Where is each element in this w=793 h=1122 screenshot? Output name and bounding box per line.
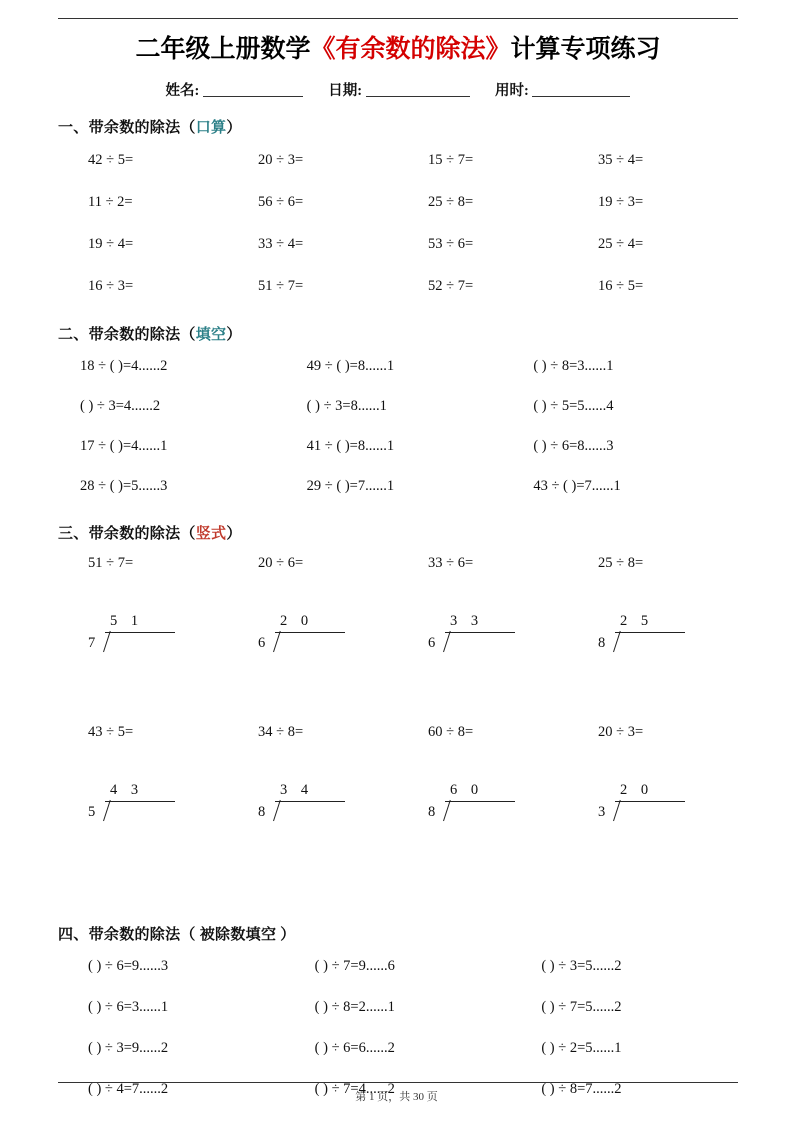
division-bracket-icon xyxy=(273,801,345,821)
section-fill-grid xyxy=(58,346,738,506)
problem-item[interactable]: 52 ÷ 7= xyxy=(428,278,474,294)
divisor-value: 5 xyxy=(88,803,96,820)
problem-item[interactable]: 15 ÷ 7= xyxy=(428,152,474,168)
problem-item[interactable]: 35 ÷ 4= xyxy=(598,152,644,168)
problem-item[interactable]: ( ) ÷ 7=5......2 xyxy=(541,999,622,1015)
problem-item[interactable]: 41 ÷ ( )=8......1 xyxy=(306,438,395,454)
problem-item[interactable]: 17 ÷ ( )=4......1 xyxy=(80,438,168,454)
vertical-row-1 xyxy=(58,545,738,650)
problem-item[interactable]: 25 ÷ 4= xyxy=(598,236,644,252)
problem-item[interactable]: 11 ÷ 2= xyxy=(88,194,133,210)
division-bracket-icon xyxy=(613,632,685,652)
problem-item[interactable]: ( ) ÷ 8=2......1 xyxy=(314,999,395,1015)
problem-item[interactable]: ( ) ÷ 3=9......2 xyxy=(88,1040,169,1056)
problem-item[interactable]: 20 ÷ 3= xyxy=(258,152,304,168)
problem-item[interactable]: 51 ÷ 7= xyxy=(88,555,134,571)
dividend-value: 3 3 xyxy=(450,613,484,629)
vertical-expressions-2 xyxy=(58,714,738,741)
title-part-practice: 计算专项练习 xyxy=(510,36,661,63)
problem-item[interactable]: 56 ÷ 6= xyxy=(258,194,304,210)
problem-item[interactable]: ( ) ÷ 6=3......1 xyxy=(88,999,169,1015)
dividend-value: 6 0 xyxy=(450,782,484,798)
problem-item[interactable]: 43 ÷ ( )=7......1 xyxy=(533,478,621,494)
divisor-value: 3 xyxy=(598,803,606,820)
division-bracket-icon xyxy=(613,801,685,821)
division-bracket-icon xyxy=(103,801,175,821)
section-oral-grid xyxy=(58,139,738,307)
divisor-value: 6 xyxy=(428,634,436,651)
dividend-value: 3 4 xyxy=(280,782,314,798)
dividend-value: 5 1 xyxy=(110,613,144,629)
division-bracket-icon xyxy=(443,632,515,652)
long-division-frame[interactable] xyxy=(568,779,738,819)
problem-item[interactable]: 16 ÷ 5= xyxy=(598,278,644,294)
time-label: 用时: xyxy=(494,83,529,99)
problem-item[interactable]: ( ) ÷ 5=5......4 xyxy=(533,398,614,414)
title-part-grade: 二年级上册数学 xyxy=(135,36,311,63)
problem-item[interactable]: ( ) ÷ 2=5......1 xyxy=(541,1040,622,1056)
long-division-frame[interactable] xyxy=(568,610,738,650)
name-label: 姓名: xyxy=(165,83,200,99)
problem-item[interactable]: ( ) ÷ 4=7......2 xyxy=(88,1081,169,1097)
section-3-tag: 竖式 xyxy=(195,526,227,542)
date-label: 日期: xyxy=(328,83,363,99)
problem-item[interactable]: 28 ÷ ( )=5......3 xyxy=(80,478,168,494)
section-heading-fill xyxy=(58,323,738,344)
problem-item[interactable]: ( ) ÷ 8=3......1 xyxy=(533,358,614,374)
vertical-expressions-1 xyxy=(58,545,738,572)
page-title xyxy=(58,29,738,65)
problem-item[interactable]: ( ) ÷ 3=4......2 xyxy=(80,398,161,414)
problem-item[interactable]: 18 ÷ ( )=4......2 xyxy=(80,358,168,374)
problem-item[interactable]: 33 ÷ 4= xyxy=(258,236,304,252)
division-bracket-icon xyxy=(103,632,175,652)
problem-item[interactable]: 25 ÷ 8= xyxy=(428,194,474,210)
long-division-frame[interactable] xyxy=(398,610,568,650)
dividend-value: 2 5 xyxy=(620,613,654,629)
problem-item[interactable]: 16 ÷ 3= xyxy=(88,278,134,294)
dividend-value: 2 0 xyxy=(620,782,654,798)
page-footer: 第 1 页，共 30 页 xyxy=(355,1091,438,1103)
page-content xyxy=(58,18,738,1110)
divisor-value: 7 xyxy=(88,634,96,651)
long-division-frame[interactable] xyxy=(398,779,568,819)
name-blank[interactable] xyxy=(203,82,303,97)
dividend-value: 2 0 xyxy=(280,613,314,629)
division-bracket-icon xyxy=(273,632,345,652)
problem-item[interactable]: ( ) ÷ 8=7......2 xyxy=(541,1081,622,1097)
problem-item[interactable]: 60 ÷ 8= xyxy=(428,724,474,740)
problem-item[interactable]: 49 ÷ ( )=8......1 xyxy=(306,358,395,374)
problem-item[interactable]: 43 ÷ 5= xyxy=(88,724,134,740)
problem-item[interactable]: ( ) ÷ 3=5......2 xyxy=(541,958,622,974)
divisor-value: 6 xyxy=(258,634,266,651)
problem-item[interactable]: 34 ÷ 8= xyxy=(258,724,304,740)
problem-item[interactable]: 33 ÷ 6= xyxy=(428,555,474,571)
division-bracket-icon xyxy=(443,801,515,821)
vertical-row-2 xyxy=(58,714,738,819)
time-blank[interactable] xyxy=(532,82,630,97)
section-1-prefix: 一、带余数的除法（ xyxy=(58,120,196,136)
problem-item[interactable]: 42 ÷ 5= xyxy=(88,152,134,168)
problem-item[interactable]: ( ) ÷ 7=4......2 xyxy=(314,1081,395,1097)
vertical-frames-2 xyxy=(58,741,738,819)
long-division-frame[interactable] xyxy=(58,610,228,650)
divisor-value: 8 xyxy=(598,634,606,651)
section-3-suffix: ） xyxy=(226,526,242,542)
section-2-suffix: ） xyxy=(226,327,242,343)
date-blank[interactable] xyxy=(366,82,470,97)
section-3-prefix: 三、带余数的除法（ xyxy=(58,526,196,542)
section-heading-dividend xyxy=(58,923,738,944)
long-division-frame[interactable] xyxy=(228,610,398,650)
section-4-prefix: 四、带余数的除法（ 被除数填空 ） xyxy=(58,927,296,943)
problem-item[interactable]: 53 ÷ 6= xyxy=(428,236,474,252)
problem-item[interactable]: 25 ÷ 8= xyxy=(598,555,644,571)
problem-item[interactable]: 29 ÷ ( )=7......1 xyxy=(306,478,395,494)
problem-item[interactable]: 20 ÷ 6= xyxy=(258,555,304,571)
problem-item[interactable]: ( ) ÷ 6=9......3 xyxy=(88,958,169,974)
problem-item[interactable]: ( ) ÷ 7=9......6 xyxy=(314,958,395,974)
section-heading-vertical xyxy=(58,522,738,543)
section-2-tag: 填空 xyxy=(195,327,227,343)
footer-divider xyxy=(58,1082,738,1083)
divisor-value: 8 xyxy=(428,803,436,820)
problem-item[interactable]: 51 ÷ 7= xyxy=(258,278,304,294)
dividend-value: 4 3 xyxy=(110,782,144,798)
section-2-prefix: 二、带余数的除法（ xyxy=(58,327,196,343)
problem-item[interactable]: 20 ÷ 3= xyxy=(598,724,644,740)
long-division-frame[interactable] xyxy=(58,779,228,819)
problem-item[interactable]: ( ) ÷ 6=8......3 xyxy=(533,438,614,454)
section-1-suffix: ） xyxy=(226,120,242,136)
title-top-rule xyxy=(58,18,738,19)
problem-item[interactable]: 19 ÷ 4= xyxy=(88,236,134,252)
divisor-value: 8 xyxy=(258,803,266,820)
student-meta-line xyxy=(58,79,738,100)
section-dividend-grid xyxy=(58,946,738,1110)
vertical-frames-1 xyxy=(58,572,738,650)
section-heading-oral xyxy=(58,116,738,137)
problem-item[interactable]: ( ) ÷ 6=6......2 xyxy=(314,1040,395,1056)
title-part-topic: 《有余数的除法》 xyxy=(310,36,511,63)
problem-item[interactable]: ( ) ÷ 3=8......1 xyxy=(306,398,387,414)
long-division-frame[interactable] xyxy=(228,779,398,819)
problem-item[interactable]: 19 ÷ 3= xyxy=(598,194,644,210)
section-1-tag: 口算 xyxy=(195,120,227,136)
